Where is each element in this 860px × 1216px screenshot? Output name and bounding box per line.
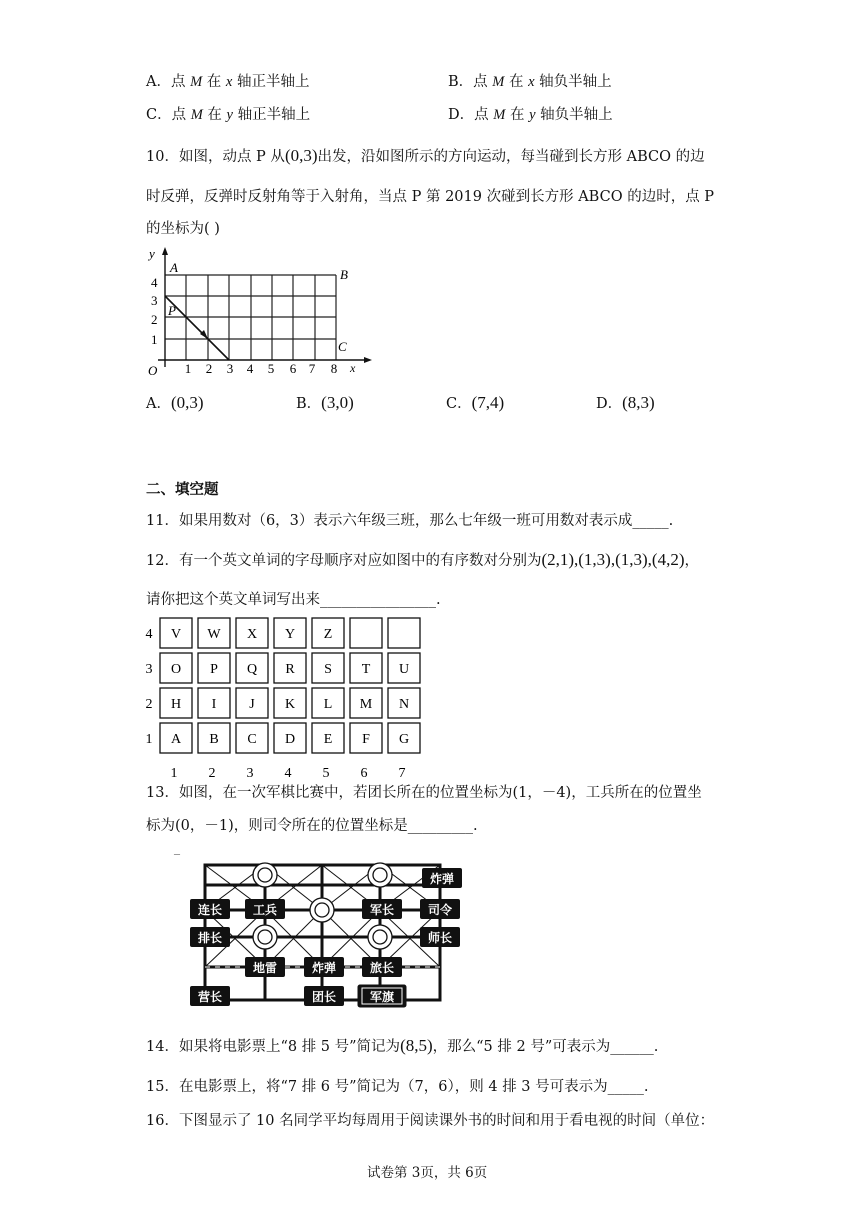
x-tick: 6 <box>289 361 297 376</box>
x-tick: 5 <box>267 361 275 376</box>
q10-option-a: A．(0,3) <box>146 393 204 412</box>
q13-chess-board <box>170 845 470 1015</box>
y-tick: 1 <box>151 332 158 347</box>
x-tick-labels <box>185 361 338 376</box>
q9-option-b: B．点 M 在 x 轴负半轴上 <box>448 74 612 90</box>
y-tick: 3 <box>151 293 158 308</box>
y-tick-labels <box>151 275 158 347</box>
q13-line2: 标为(0，－1)，则司令所在的位置坐标是_________. <box>146 818 478 834</box>
row-number: 2 <box>145 697 153 712</box>
piece-tuanzhang: 团长 <box>311 990 337 1004</box>
q10-grid-figure <box>140 245 380 380</box>
piece-yingzhang: 营长 <box>197 990 223 1004</box>
point-a-label: A <box>170 260 178 275</box>
x-tick: 2 <box>205 361 213 376</box>
q12-letter-grid <box>140 614 440 778</box>
row-number: 1 <box>145 732 153 747</box>
letter-cell: L <box>323 697 333 712</box>
x-tick: 7 <box>308 361 316 376</box>
q10-line3: 的坐标为( ) <box>146 221 220 237</box>
q11-text: 11．如果用数对（6，3）表示六年级三班，那么七年级一班可用数对表示成_____. <box>146 513 674 529</box>
piece-junqi: 军旗 <box>369 990 395 1004</box>
letter-cell: T <box>361 662 371 677</box>
letter-cell: J <box>249 697 255 712</box>
letter-cell: E <box>323 732 333 747</box>
letter-cell: K <box>284 697 296 712</box>
letter-cell: D <box>284 732 296 747</box>
q14-text: 14．如果将电影票上“8 排 5 号”简记为(8,5)，那么“5 排 2 号”可表示为______. <box>146 1036 659 1055</box>
piece-zhadan-1: 炸弹 <box>429 872 455 886</box>
point-b-label: B <box>340 267 348 282</box>
row-number: 4 <box>145 627 153 642</box>
page-footer: 试卷第 3页，共 6页 <box>367 1165 488 1181</box>
column-number: 6 <box>360 766 368 778</box>
point-c-label: C <box>338 339 347 354</box>
x-tick: 1 <box>184 361 192 376</box>
letter-cell-box <box>388 618 420 648</box>
letter-cell: F <box>362 732 370 747</box>
piece-junzhang: 军长 <box>369 903 395 917</box>
piece-zhadan-2: 炸弹 <box>311 961 337 975</box>
q12-line2: 请你把这个英文单词写出来________________. <box>146 592 441 608</box>
letter-cell: C <box>247 732 257 747</box>
q9-option-d: D．点 M 在 y 轴负半轴上 <box>448 107 613 123</box>
letter-cell: V <box>170 627 182 642</box>
piece-lvzhang: 旅长 <box>369 961 395 975</box>
y-axis-label: y <box>149 246 155 261</box>
point-p-label: P <box>168 303 176 318</box>
q10-line1: 10．如图，动点 P 从(0,3)出发，沿如图所示的方向运动，每当碰到长方形 ABCO 的边 <box>146 146 705 165</box>
column-number: 2 <box>208 766 216 778</box>
letter-cell: P <box>210 662 218 677</box>
q10-option-c: C．(7,4) <box>446 393 505 412</box>
letter-cell: X <box>246 627 258 642</box>
section-title: 二、填空题 <box>146 482 219 498</box>
column-number: 4 <box>284 766 292 778</box>
letter-cell: N <box>398 697 410 712</box>
column-number: 7 <box>398 766 406 778</box>
letter-cell: I <box>211 697 217 712</box>
piece-dilei: 地雷 <box>252 961 278 975</box>
x-tick: 8 <box>330 361 338 376</box>
piece-shizhang: 师长 <box>427 931 453 945</box>
x-tick: 4 <box>246 361 254 376</box>
q13-line1: 13．如图，在一次军棋比赛中，若团长所在的位置坐标为(1，－4)，工兵所在的位置坐 <box>146 785 702 801</box>
letter-cell: Z <box>323 627 333 642</box>
letter-cell: Q <box>246 662 258 677</box>
column-number: 1 <box>170 766 178 778</box>
letter-cell: G <box>398 732 410 747</box>
column-number: 3 <box>246 766 254 778</box>
board-dash-mark: – <box>174 846 180 860</box>
q16-text: 16．下图显示了 10 名同学平均每周用于阅读课外书的时间和用于看电视的时间（单位： <box>146 1113 715 1129</box>
row-number: 3 <box>145 662 153 677</box>
piece-paizhang: 排长 <box>197 931 223 945</box>
letter-cell: Y <box>284 627 296 642</box>
piece-gongbing: 工兵 <box>252 903 278 917</box>
letter-cell: S <box>324 662 332 677</box>
y-tick: 4 <box>151 275 158 290</box>
q9-option-c: C．点 M 在 y 轴正半轴上 <box>146 107 311 123</box>
y-tick: 2 <box>151 312 158 327</box>
letter-cell: U <box>398 662 410 677</box>
letter-cell: B <box>209 732 219 747</box>
origin-label: O <box>148 363 158 378</box>
q10-line2: 时反弹，反弹时反射角等于入射角，当点 P 第 2019 次碰到长方形 ABCO 的边时，点 P <box>146 189 715 205</box>
letter-cell: H <box>170 697 182 712</box>
q12-line1: 12．有一个英文单词的字母顺序对应如图中的有序数对分别为(2,1),(1,3),(1,3),(4,2)， <box>146 550 699 569</box>
column-number: 5 <box>322 766 330 778</box>
q15-text: 15．在电影票上，将“7 排 6 号”简记为（7，6），则 4 排 3 号可表示为_____. <box>146 1079 649 1095</box>
letter-cell-box <box>350 618 382 648</box>
letter-cell: R <box>285 662 295 677</box>
letter-cell: O <box>170 662 182 677</box>
piece-siling: 司令 <box>427 903 453 917</box>
x-tick: 3 <box>226 361 234 376</box>
x-axis-label: x <box>350 361 356 375</box>
letter-cell: M <box>359 697 373 712</box>
q10-option-d: D．(8,3) <box>596 393 655 412</box>
q10-option-b: B．(3,0) <box>296 393 354 412</box>
letter-cell: W <box>207 627 221 642</box>
letter-cell: A <box>170 732 182 747</box>
q9-option-a: A．点 M 在 x 轴正半轴上 <box>146 74 310 90</box>
piece-lianzhang: 连长 <box>197 903 223 917</box>
